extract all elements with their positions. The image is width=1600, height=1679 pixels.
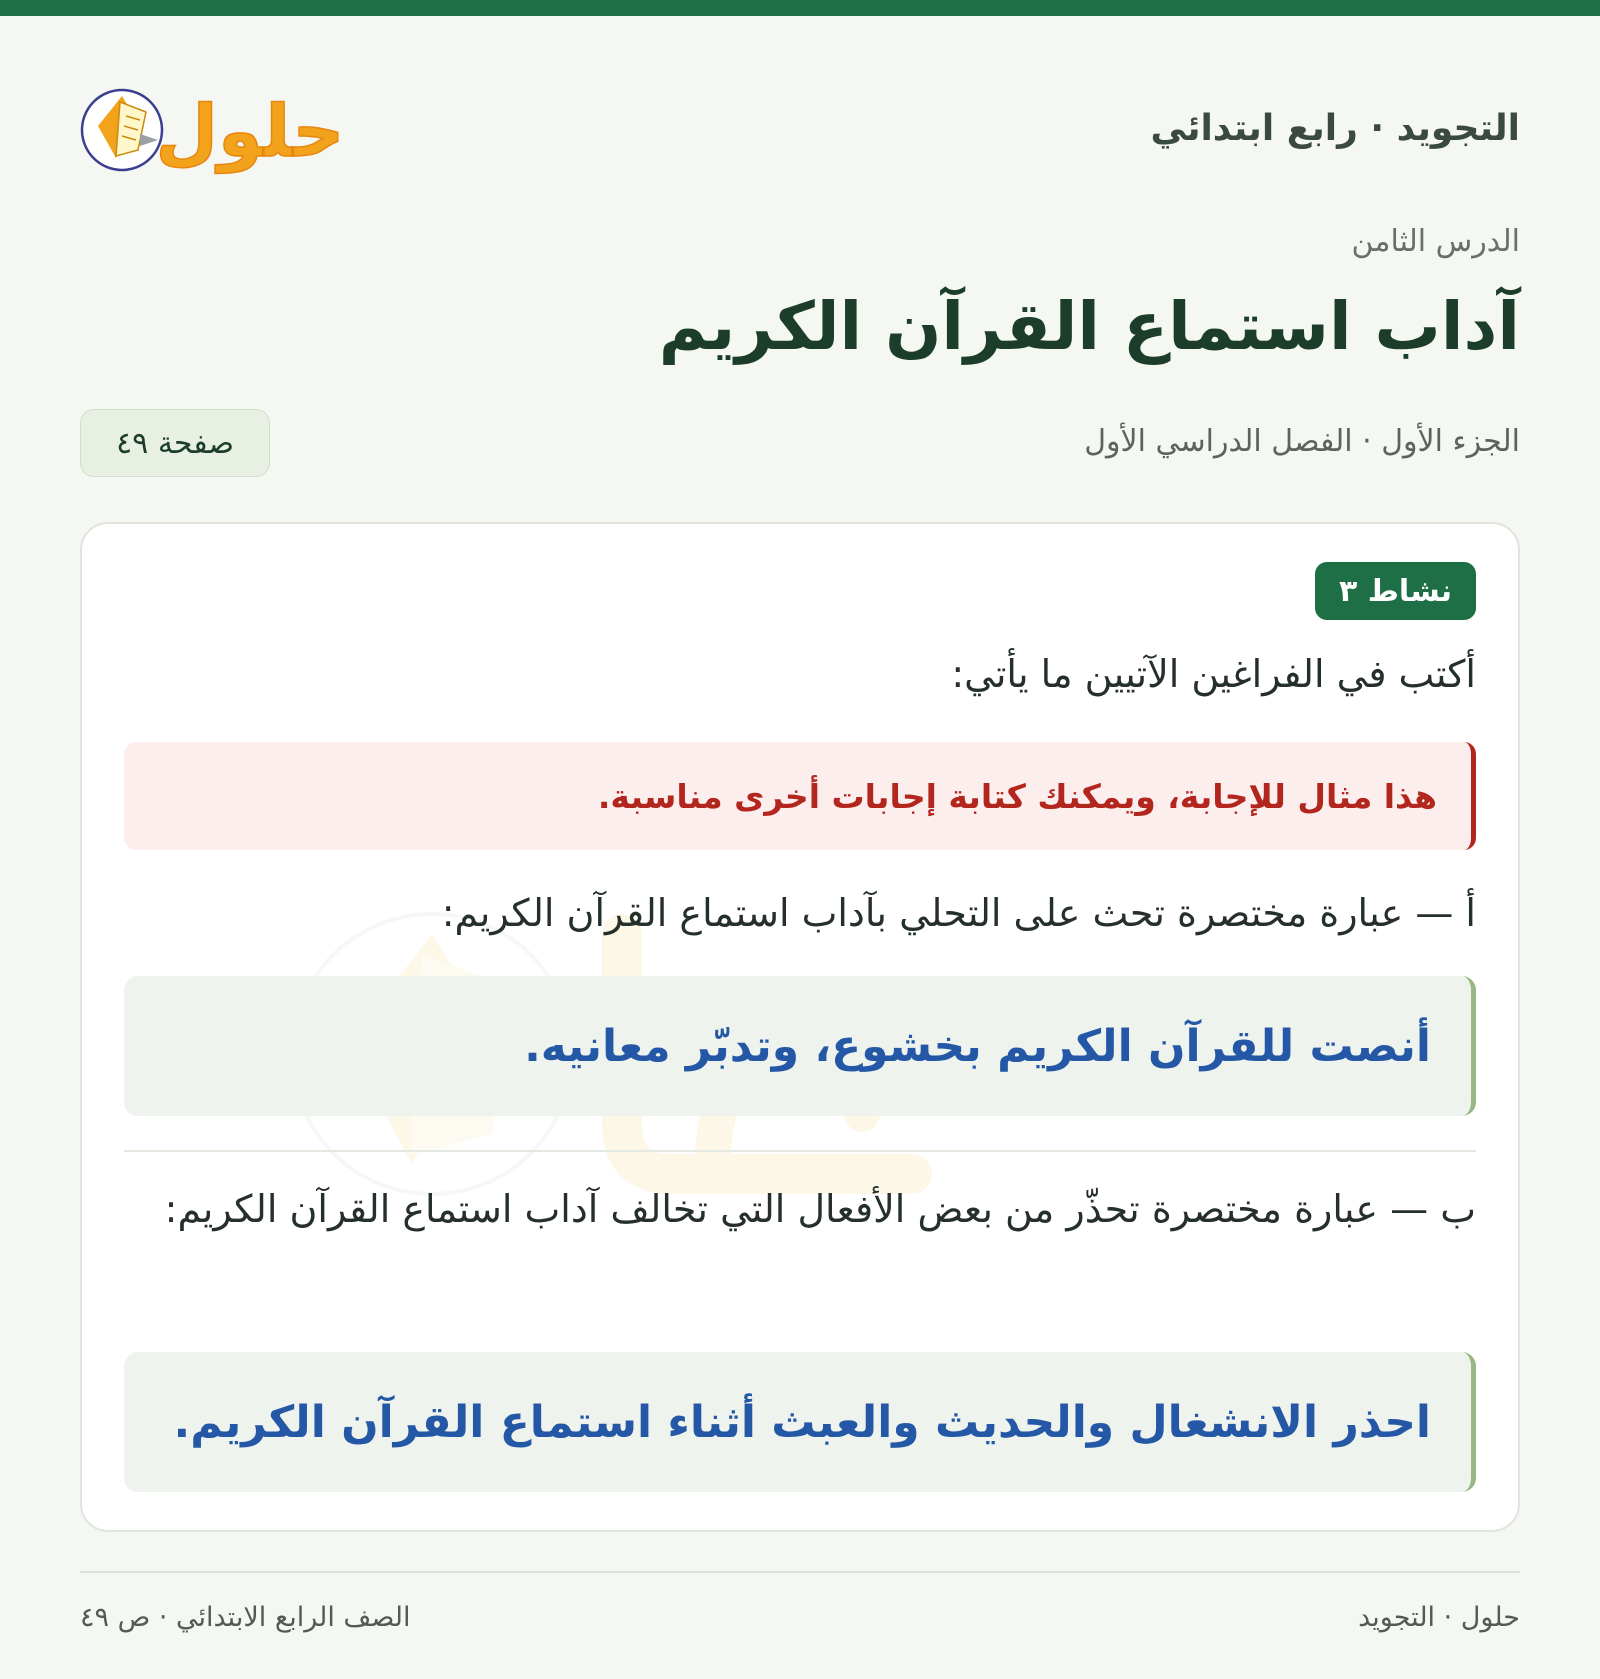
- subject-grade-heading: التجويد · رابع ابتدائي: [1150, 108, 1520, 149]
- answer-b-box: [124, 1352, 1476, 1492]
- logo-graphic: [80, 74, 370, 184]
- activity-badge: نشاط ٣: [1315, 562, 1476, 620]
- page-container: [80, 16, 1520, 1679]
- footer-grade-page: الصف الرابع الابتدائي · ص ٤٩: [80, 1602, 411, 1633]
- answer-a-box: [124, 976, 1476, 1116]
- part-term-label: الجزء الأول · الفصل الدراسي الأول: [1084, 424, 1520, 459]
- hulul-logo[interactable]: [80, 74, 370, 184]
- footer-divider: [80, 1571, 1520, 1573]
- question-b-prompt: ب — عبارة مختصرة تحذّر من بعض الأفعال التي تخالف آداب استماع القرآن الكريم:: [164, 1187, 1476, 1231]
- answer-b-text: احذر الانشغال والحديث والعبث أثناء استماع القرآن الكريم.: [173, 1396, 1431, 1448]
- page-header: [80, 74, 1520, 184]
- question-a-prompt: أ — عبارة مختصرة تحث على التحلي بآداب استماع القرآن الكريم:: [441, 891, 1476, 935]
- footer-site-subject: حلول · التجويد: [1358, 1602, 1520, 1633]
- page-number-chip: صفحة ٤٩: [80, 409, 270, 477]
- activity-instruction: أكتب في الفراغين الآتيين ما يأتي:: [951, 652, 1476, 696]
- activity-card: [80, 522, 1520, 1532]
- logo-text: حلول: [155, 89, 345, 173]
- lesson-number: الدرس الثامن: [1351, 224, 1520, 259]
- note-text: هذا مثال للإجابة، ويمكنك كتابة إجابات أخرى مناسبة.: [597, 776, 1437, 816]
- lesson-title: آداب استماع القرآن الكريم: [658, 288, 1520, 365]
- question-divider: [124, 1150, 1476, 1152]
- top-accent-bar: [0, 0, 1600, 16]
- example-answer-note: [124, 742, 1476, 850]
- answer-a-text: أنصت للقرآن الكريم بخشوع، وتدبّر معانيه.: [524, 1020, 1431, 1072]
